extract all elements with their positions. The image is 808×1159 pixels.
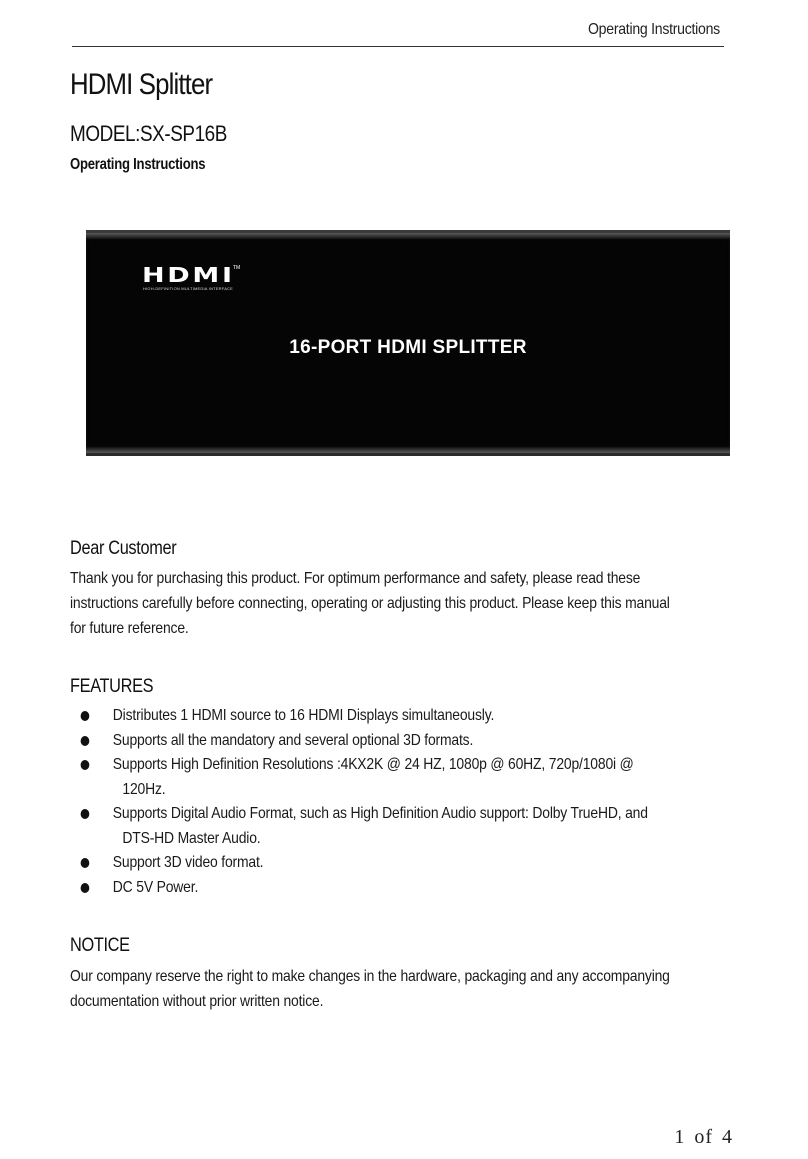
feature-text: Supports all the mandatory and several optional 3D formats. bbox=[112, 731, 474, 749]
document-title: HDMI Splitter bbox=[70, 68, 213, 101]
feature-text: Supports Digital Audio Format, such as High Definition Audio support: Dolby TrueHD, and bbox=[112, 805, 648, 822]
dear-customer-heading: Dear Customer bbox=[70, 538, 177, 559]
paragraph-line: instructions carefully before connecting, operating or adjusting this product. Please keep this manual bbox=[70, 595, 670, 612]
notice-heading: NOTICE bbox=[70, 935, 130, 956]
bullet-icon bbox=[81, 736, 90, 746]
feature-text-continued: 120Hz. bbox=[122, 780, 166, 798]
running-header-title: Operating Instructions bbox=[588, 21, 720, 38]
feature-text-continued: DTS-HD Master Audio. bbox=[122, 829, 261, 847]
dear-customer-text bbox=[70, 566, 740, 641]
page-number: 1 of 4 bbox=[674, 1126, 733, 1148]
product-image bbox=[86, 230, 730, 456]
device-label: 16-PORT HDMI SPLITTER bbox=[289, 337, 527, 358]
list-item bbox=[78, 851, 722, 876]
device-top-edge bbox=[86, 233, 730, 239]
paragraph-line: for future reference. bbox=[70, 620, 189, 637]
bullet-icon bbox=[81, 809, 90, 819]
paragraph-line: Thank you for purchasing this product. For optimum performance and safety, please read these bbox=[70, 570, 641, 587]
notice-text bbox=[70, 964, 740, 1014]
list-item bbox=[78, 729, 722, 754]
hdmi-logo-trademark: TM bbox=[233, 265, 241, 271]
features-list bbox=[78, 704, 722, 900]
hdmi-logo bbox=[142, 263, 241, 291]
header-rule bbox=[72, 46, 724, 47]
bullet-icon bbox=[81, 760, 90, 770]
model-number: MODEL:SX-SP16B bbox=[70, 121, 227, 146]
hdmi-logo-mark: HDMI bbox=[142, 263, 235, 287]
bullet-icon bbox=[81, 858, 90, 868]
feature-text: Supports High Definition Resolutions :4KX2K @ 24 HZ, 1080p @ 60HZ, 720p/1080i @ bbox=[112, 756, 634, 773]
list-item bbox=[78, 753, 722, 802]
device-bottom-edge bbox=[86, 447, 730, 453]
document-subtitle: Operating Instructions bbox=[70, 156, 206, 173]
feature-text: Distributes 1 HDMI source to 16 HDMI Displays simultaneously. bbox=[112, 707, 495, 724]
paragraph-line: documentation without prior written notice. bbox=[70, 993, 324, 1010]
list-item bbox=[78, 876, 722, 901]
hdmi-logo-tagline: HIGH-DEFINITION MULTIMEDIA INTERFACE bbox=[143, 286, 234, 291]
bullet-icon bbox=[81, 711, 90, 721]
feature-text: Support 3D video format. bbox=[112, 854, 264, 871]
list-item bbox=[78, 704, 722, 729]
features-heading: FEATURES bbox=[70, 676, 154, 697]
bullet-icon bbox=[81, 883, 90, 893]
list-item bbox=[78, 802, 722, 851]
feature-text: DC 5V Power. bbox=[112, 878, 199, 896]
paragraph-line: Our company reserve the right to make changes in the hardware, packaging and any accompanying bbox=[70, 968, 670, 985]
